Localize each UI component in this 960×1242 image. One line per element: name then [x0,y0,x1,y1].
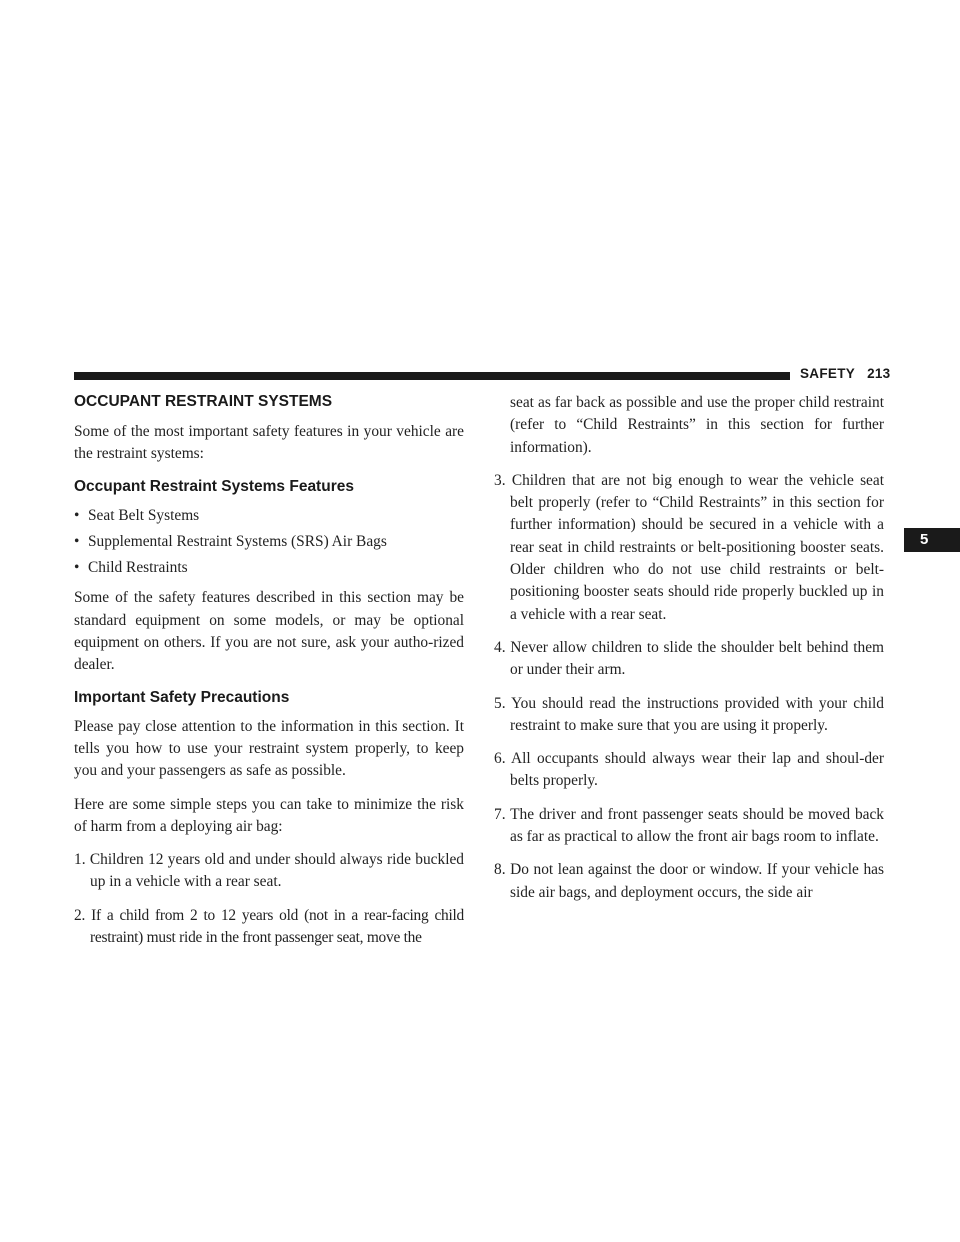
list-item: • Seat Belt Systems [74,505,464,527]
precautions-steps-left [74,849,464,949]
chapter-number: 5 [920,531,929,548]
bullet-icon: • [74,532,80,550]
bullet-icon: • [74,506,80,524]
section-title: OCCUPANT RESTRAINT SYSTEMS [74,393,333,410]
precautions-paragraph-1: Please pay close attention to the information in this section. It tells you how to use your restraint system properly, to keep you and your passengers as safe as possible. [74,717,464,780]
list-item: • Supplemental Restraint Systems (SRS) Air Bags [74,531,464,553]
step-item: 8. Do not lean against the door or window. If your vehicle has side air bags, and deployment occurs, the side air [494,861,884,901]
step-item: 5. You should read the instructions provided with your child restraint to make sure that you are using it properly. [494,694,884,734]
features-heading: Occupant Restraint Systems Features [74,477,354,495]
right-column [494,392,884,915]
precautions-steps-right [494,392,884,904]
step-item: 4. Never allow children to slide the shoulder belt behind them or under their arm. [494,638,884,679]
bullet-icon: • [74,559,80,577]
features-note: Some of the safety features described in this section may be standard equipment on some models, or may be optional equipment on others. If you are not sure, ask your autho-rized dealer. [74,589,464,674]
step-item: 6. All occupants should always wear their lap and shoul-der belts properly. [494,750,884,790]
step-item: 3. Children that are not big enough to wear the vehicle seat belt properly (refer to “Child Restraints” in this section for further information) should be secured in a vehicle with a rear seat in child restraints or belt-positioning booster seats. Older children who do not use child restraints or belt-positioning booster seats should ride properly buckled up in a vehicle with a rear seat. [494,471,884,623]
step-item: 7. The driver and front passenger seats should be moved back as far as practical to allow the front air bags room to inflate. [494,805,884,846]
chapter-tab[interactable] [904,528,960,552]
features-list [74,505,464,580]
list-item: • Child Restraints [74,557,464,579]
step-item-continued: seat as far back as possible and use the proper child restraint (refer to “Child Restraints” in this section for further information). [510,394,884,456]
header-section: SAFETY [800,366,856,381]
precautions-paragraph-2: Here are some simple steps you can take to minimize the risk of harm from a deploying air bag: [74,795,464,835]
left-column [74,392,464,960]
intro-paragraph: Some of the most important safety features in your vehicle are the restraint systems: [74,423,464,463]
page-number: 213 [867,366,891,381]
step-item: 1. Children 12 years old and under should always ride buckled up in a vehicle with a rear seat. [74,851,464,891]
header-rule [74,372,790,380]
precautions-heading: Important Safety Precautions [74,688,290,706]
step-item: 2. If a child from 2 to 12 years old (not in a rear-facing child restraint) must ride in the front passenger seat, move the [74,906,464,947]
running-header [800,366,891,381]
